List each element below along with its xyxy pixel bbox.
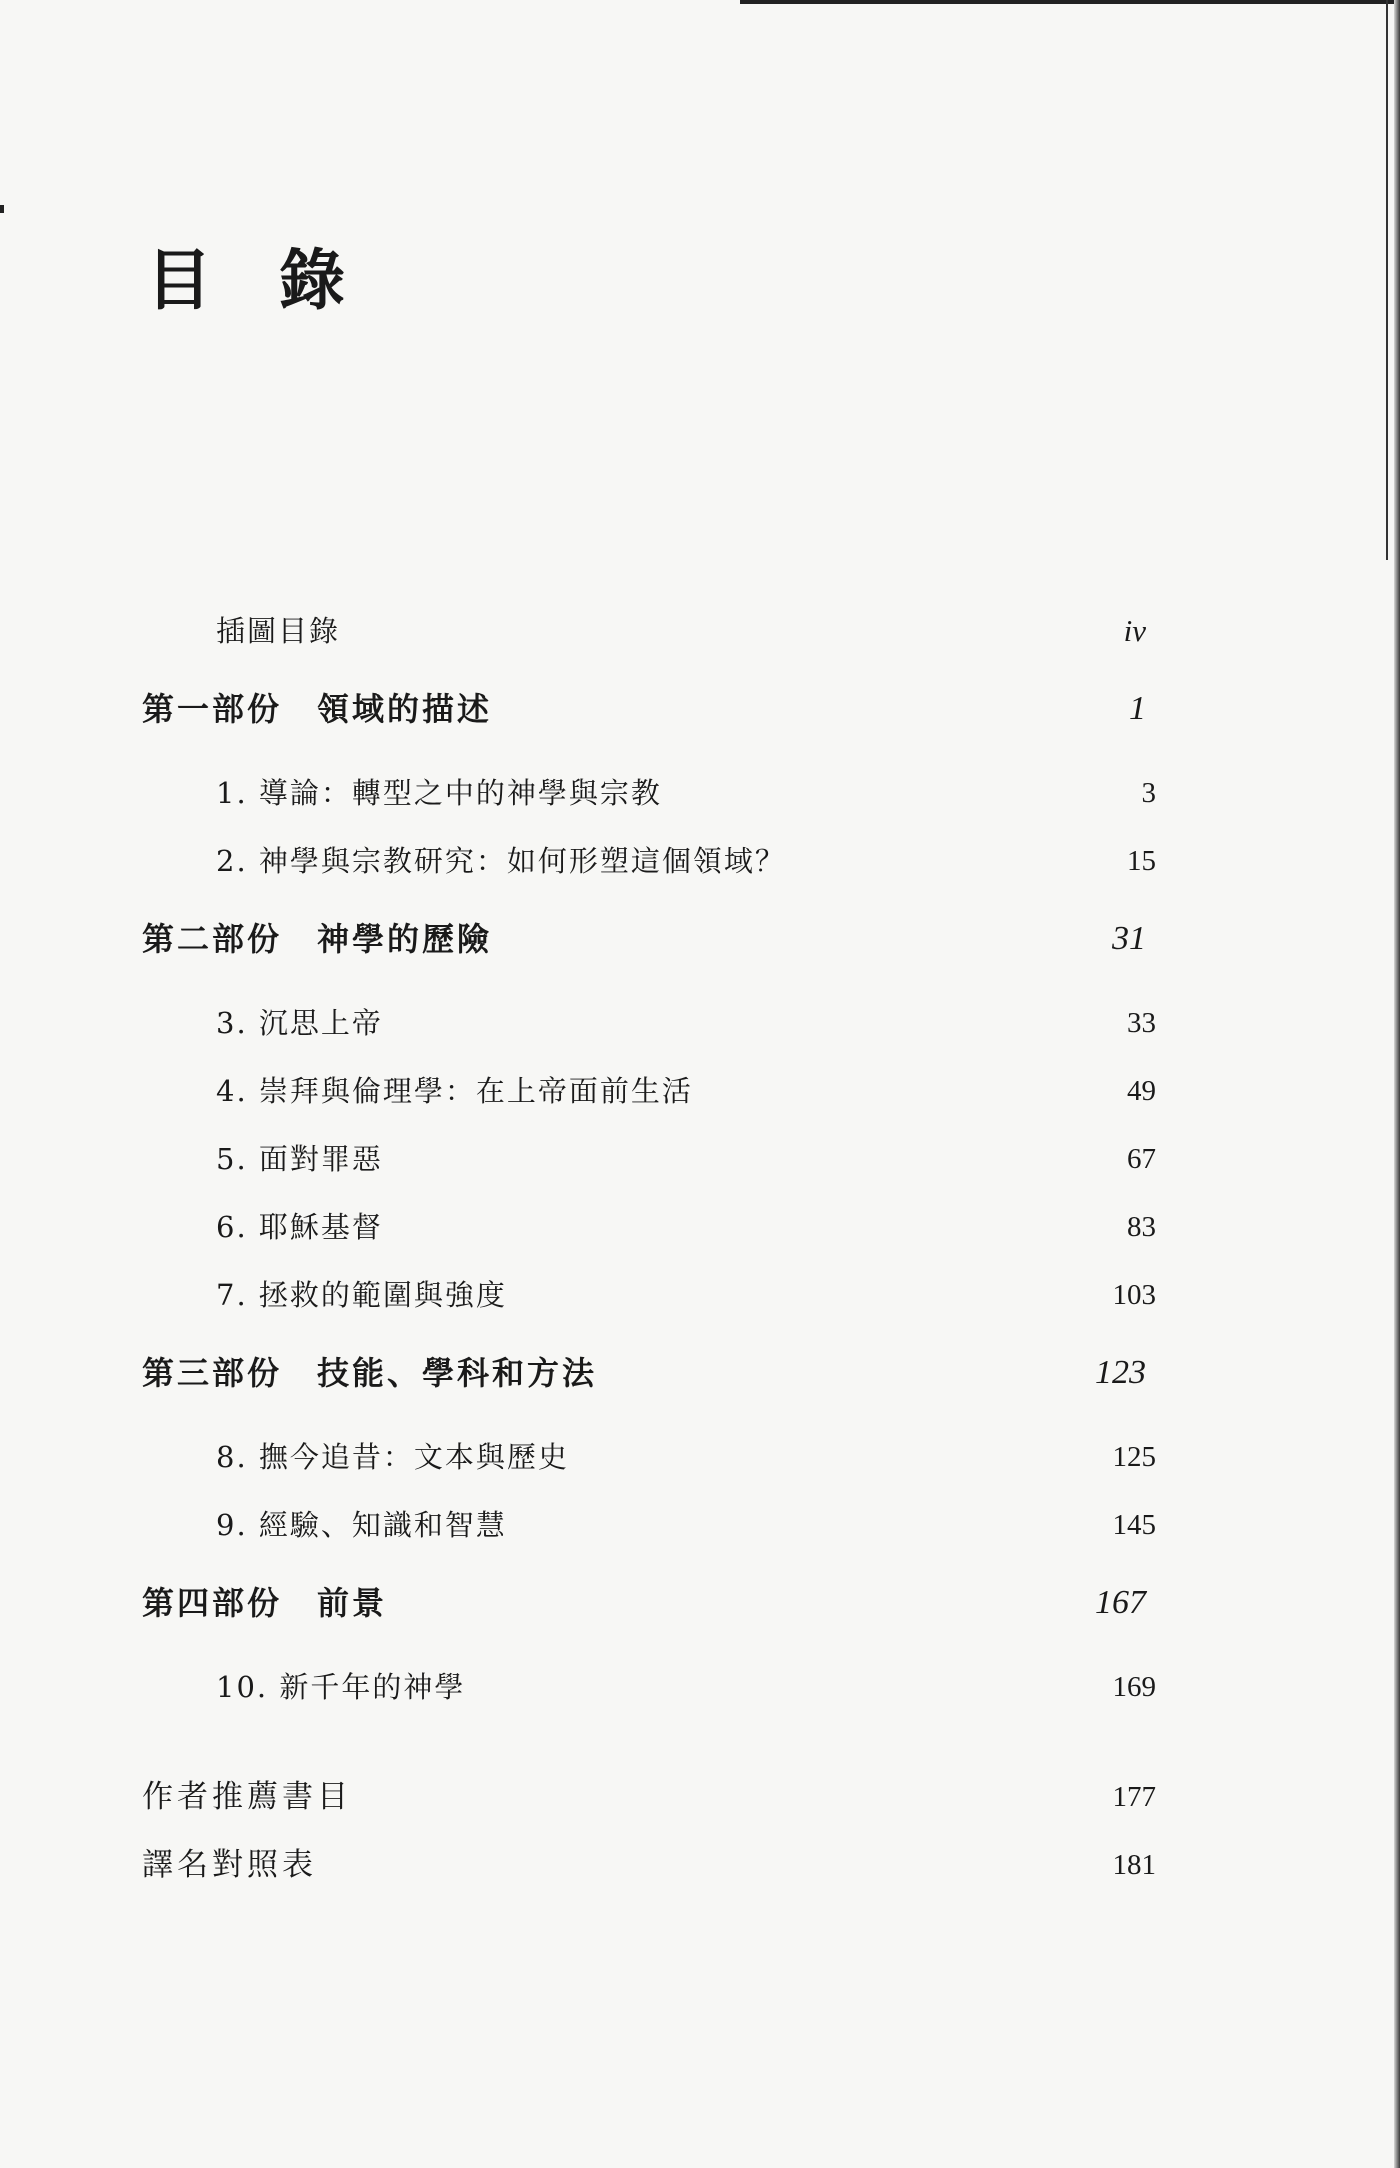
toc-chapter-page: 49 xyxy=(1127,1075,1156,1107)
toc-entry-label: 譯名對照表 xyxy=(142,1847,317,1883)
toc-chapter-label: 9. 經驗、知識和智慧 xyxy=(216,1508,507,1542)
toc-part-2[interactable] xyxy=(142,914,1146,964)
toc-chapter-page: 125 xyxy=(1112,1441,1156,1473)
toc-part-page: 167 xyxy=(1095,1584,1146,1621)
page-edge-top xyxy=(740,0,1400,4)
toc-chapter-7[interactable] xyxy=(216,1270,1156,1320)
toc-chapter-label: 8. 撫今追昔：文本與歷史 xyxy=(216,1440,569,1474)
toc-entry-glossary[interactable] xyxy=(142,1840,1156,1890)
toc-chapter-page: 145 xyxy=(1112,1509,1156,1541)
toc-entry-page: 181 xyxy=(1112,1849,1156,1881)
toc-entry-page: iv xyxy=(1123,613,1146,648)
toc-chapter-4[interactable] xyxy=(216,1066,1156,1116)
toc-part-page: 31 xyxy=(1112,920,1146,957)
toc-chapter-10[interactable] xyxy=(216,1662,1156,1712)
toc-chapter-label: 6. 耶穌基督 xyxy=(216,1210,383,1244)
toc-chapter-1[interactable] xyxy=(216,768,1156,818)
toc-part-3[interactable] xyxy=(142,1348,1146,1398)
page-edge-right xyxy=(1394,0,1400,2168)
toc-chapter-page: 33 xyxy=(1127,1007,1156,1039)
page-title: 目 錄 xyxy=(146,242,367,319)
page-edge-line xyxy=(1386,0,1388,560)
scan-mark xyxy=(0,205,4,213)
toc-entry-label: 插圖目錄 xyxy=(216,614,341,648)
toc-chapter-label: 7. 拯救的範圍與強度 xyxy=(216,1278,507,1312)
toc-entry-illustrations[interactable] xyxy=(216,606,1146,656)
toc-chapter-6[interactable] xyxy=(216,1202,1156,1252)
toc-chapter-label: 5. 面對罪惡 xyxy=(216,1142,383,1176)
toc-entry-page: 177 xyxy=(1112,1781,1156,1813)
toc-part-label: 第二部份 神學的歷險 xyxy=(142,920,493,958)
toc-part-4[interactable] xyxy=(142,1578,1146,1628)
toc-chapter-label: 10. 新千年的神學 xyxy=(216,1670,466,1704)
toc-entry-label: 作者推薦書目 xyxy=(142,1779,352,1815)
toc-chapter-page: 103 xyxy=(1112,1279,1156,1311)
toc-part-label: 第四部份 前景 xyxy=(142,1584,388,1622)
toc-chapter-2[interactable] xyxy=(216,836,1156,886)
toc-chapter-page: 169 xyxy=(1112,1671,1156,1703)
toc-part-page: 123 xyxy=(1095,1354,1146,1391)
toc-part-page: 1 xyxy=(1129,690,1146,727)
toc-chapter-page: 83 xyxy=(1127,1211,1156,1243)
toc-part-label: 第一部份 領域的描述 xyxy=(142,690,493,728)
toc-chapter-label: 3. 沉思上帝 xyxy=(216,1006,383,1040)
toc-chapter-page: 15 xyxy=(1127,845,1156,877)
toc-chapter-9[interactable] xyxy=(216,1500,1156,1550)
toc-chapter-page: 3 xyxy=(1141,777,1156,809)
toc-part-1[interactable] xyxy=(142,684,1146,734)
toc-chapter-page: 67 xyxy=(1127,1143,1156,1175)
toc-chapter-5[interactable] xyxy=(216,1134,1156,1184)
toc-part-label: 第三部份 技能、學科和方法 xyxy=(142,1354,598,1392)
toc-chapter-8[interactable] xyxy=(216,1432,1156,1482)
toc-chapter-3[interactable] xyxy=(216,998,1156,1048)
toc-entry-recommended-reading[interactable] xyxy=(142,1772,1156,1822)
toc-chapter-label: 2. 神學與宗教研究：如何形塑這個領域？ xyxy=(216,844,786,878)
toc-chapter-label: 4. 崇拜與倫理學：在上帝面前生活 xyxy=(216,1074,693,1108)
toc-chapter-label: 1. 導論：轉型之中的神學與宗教 xyxy=(216,776,662,810)
